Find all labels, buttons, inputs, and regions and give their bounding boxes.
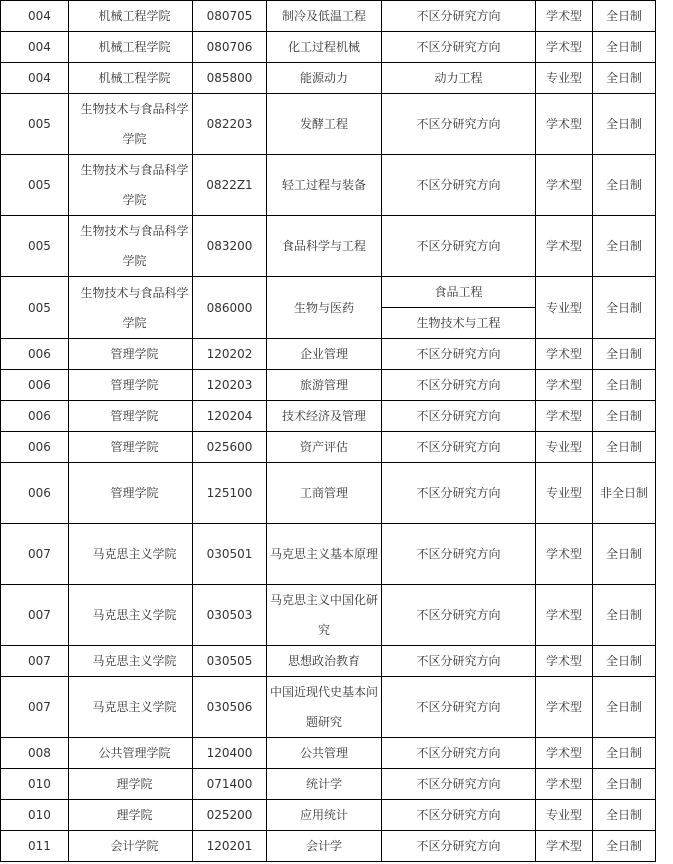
college-code-cell: 004 — [1, 32, 69, 63]
table-row — [1, 769, 656, 800]
college-name-cell: 生物技术与食品科学学院 — [69, 155, 193, 216]
college-code-cell: 006 — [1, 401, 69, 432]
direction-cell: 生物技术与工程 — [382, 308, 536, 339]
major-code-cell: 082203 — [193, 94, 267, 155]
college-name-cell: 机械工程学院 — [69, 32, 193, 63]
degree-type-cell: 学术型 — [536, 646, 593, 677]
table-row — [1, 63, 656, 94]
college-code-cell: 010 — [1, 800, 69, 831]
major-code-cell: 125100 — [193, 463, 267, 524]
degree-type-cell: 学术型 — [536, 677, 593, 738]
college-name-cell: 马克思主义学院 — [69, 585, 193, 646]
degree-type-cell: 学术型 — [536, 524, 593, 585]
table-row — [1, 524, 656, 585]
table-row — [1, 370, 656, 401]
degree-type-cell: 专业型 — [536, 432, 593, 463]
degree-type-cell: 学术型 — [536, 370, 593, 401]
college-name-cell: 理学院 — [69, 769, 193, 800]
degree-type-cell: 学术型 — [536, 585, 593, 646]
college-name-cell: 生物技术与食品科学学院 — [69, 216, 193, 277]
college-name-cell: 生物技术与食品科学学院 — [69, 277, 193, 339]
college-code-cell: 006 — [1, 370, 69, 401]
major-name-cell: 企业管理 — [267, 339, 382, 370]
degree-type-cell: 学术型 — [536, 216, 593, 277]
major-code-cell: 120202 — [193, 339, 267, 370]
direction-cell: 不区分研究方向 — [382, 370, 536, 401]
direction-cell: 不区分研究方向 — [382, 1, 536, 32]
major-name-cell: 马克思主义基本原理 — [267, 524, 382, 585]
major-name-cell: 会计学 — [267, 831, 382, 862]
study-mode-cell: 全日制 — [593, 1, 656, 32]
study-mode-cell: 全日制 — [593, 216, 656, 277]
major-name-cell: 化工过程机械 — [267, 32, 382, 63]
college-name-cell: 马克思主义学院 — [69, 646, 193, 677]
direction-cell: 不区分研究方向 — [382, 524, 536, 585]
college-code-cell: 006 — [1, 463, 69, 524]
major-name-cell: 公共管理 — [267, 738, 382, 769]
major-code-cell: 080706 — [193, 32, 267, 63]
degree-type-cell: 学术型 — [536, 738, 593, 769]
major-name-cell: 资产评估 — [267, 432, 382, 463]
study-mode-cell: 全日制 — [593, 94, 656, 155]
college-name-cell: 生物技术与食品科学学院 — [69, 94, 193, 155]
study-mode-cell: 全日制 — [593, 585, 656, 646]
major-name-cell: 轻工过程与装备 — [267, 155, 382, 216]
college-code-cell: 011 — [1, 831, 69, 862]
college-name-cell: 公共管理学院 — [69, 738, 193, 769]
college-code-cell: 004 — [1, 1, 69, 32]
major-code-cell: 120203 — [193, 370, 267, 401]
major-code-cell: 030501 — [193, 524, 267, 585]
major-code-cell: 120400 — [193, 738, 267, 769]
degree-type-cell: 学术型 — [536, 32, 593, 63]
major-code-cell: 080705 — [193, 1, 267, 32]
study-mode-cell: 全日制 — [593, 432, 656, 463]
table-row — [1, 646, 656, 677]
direction-cell: 不区分研究方向 — [382, 401, 536, 432]
major-name-cell: 马克思主义中国化研究 — [267, 585, 382, 646]
major-name-cell: 统计学 — [267, 769, 382, 800]
direction-cell: 不区分研究方向 — [382, 463, 536, 524]
table-row — [1, 831, 656, 862]
college-code-cell: 007 — [1, 677, 69, 738]
college-name-cell: 马克思主义学院 — [69, 524, 193, 585]
table-row — [1, 94, 656, 155]
table-row — [1, 277, 656, 308]
direction-cell: 不区分研究方向 — [382, 646, 536, 677]
major-name-cell: 工商管理 — [267, 463, 382, 524]
major-name-cell: 旅游管理 — [267, 370, 382, 401]
degree-type-cell: 专业型 — [536, 277, 593, 339]
college-name-cell: 管理学院 — [69, 401, 193, 432]
college-name-cell: 机械工程学院 — [69, 63, 193, 94]
major-code-cell: 086000 — [193, 277, 267, 339]
study-mode-cell: 全日制 — [593, 277, 656, 339]
direction-cell: 不区分研究方向 — [382, 831, 536, 862]
major-name-cell: 制冷及低温工程 — [267, 1, 382, 32]
major-code-cell: 030505 — [193, 646, 267, 677]
direction-cell: 不区分研究方向 — [382, 155, 536, 216]
study-mode-cell: 全日制 — [593, 831, 656, 862]
college-code-cell: 007 — [1, 585, 69, 646]
college-code-cell: 005 — [1, 94, 69, 155]
major-name-cell: 应用统计 — [267, 800, 382, 831]
direction-cell: 食品工程 — [382, 277, 536, 308]
degree-type-cell: 学术型 — [536, 155, 593, 216]
college-name-cell: 机械工程学院 — [69, 1, 193, 32]
major-name-cell: 发酵工程 — [267, 94, 382, 155]
direction-cell: 不区分研究方向 — [382, 94, 536, 155]
table-row — [1, 585, 656, 646]
college-code-cell: 010 — [1, 769, 69, 800]
degree-type-cell: 专业型 — [536, 63, 593, 94]
college-code-cell: 006 — [1, 432, 69, 463]
college-name-cell: 管理学院 — [69, 463, 193, 524]
table-row — [1, 463, 656, 524]
college-name-cell: 管理学院 — [69, 370, 193, 401]
study-mode-cell: 全日制 — [593, 646, 656, 677]
major-code-cell: 071400 — [193, 769, 267, 800]
college-code-cell: 005 — [1, 277, 69, 339]
study-mode-cell: 全日制 — [593, 32, 656, 63]
major-name-cell: 中国近现代史基本问题研究 — [267, 677, 382, 738]
table-row — [1, 339, 656, 370]
table-row — [1, 677, 656, 738]
direction-cell: 不区分研究方向 — [382, 677, 536, 738]
study-mode-cell: 全日制 — [593, 370, 656, 401]
major-code-cell: 025200 — [193, 800, 267, 831]
study-mode-cell: 非全日制 — [593, 463, 656, 524]
table-row — [1, 32, 656, 63]
table-row — [1, 738, 656, 769]
study-mode-cell: 全日制 — [593, 401, 656, 432]
study-mode-cell: 全日制 — [593, 738, 656, 769]
direction-cell: 不区分研究方向 — [382, 32, 536, 63]
major-name-cell: 能源动力 — [267, 63, 382, 94]
major-code-cell: 120204 — [193, 401, 267, 432]
table-row — [1, 800, 656, 831]
direction-cell: 不区分研究方向 — [382, 800, 536, 831]
major-code-cell: 083200 — [193, 216, 267, 277]
major-name-cell: 思想政治教育 — [267, 646, 382, 677]
college-code-cell: 005 — [1, 155, 69, 216]
study-mode-cell: 全日制 — [593, 769, 656, 800]
college-name-cell: 管理学院 — [69, 339, 193, 370]
major-name-cell: 生物与医药 — [267, 277, 382, 339]
major-code-cell: 030506 — [193, 677, 267, 738]
direction-cell: 不区分研究方向 — [382, 432, 536, 463]
study-mode-cell: 全日制 — [593, 63, 656, 94]
table-row — [1, 401, 656, 432]
major-code-cell: 030503 — [193, 585, 267, 646]
direction-cell: 不区分研究方向 — [382, 216, 536, 277]
major-code-cell: 025600 — [193, 432, 267, 463]
college-name-cell: 理学院 — [69, 800, 193, 831]
study-mode-cell: 全日制 — [593, 800, 656, 831]
table-row — [1, 216, 656, 277]
degree-type-cell: 学术型 — [536, 769, 593, 800]
study-mode-cell: 全日制 — [593, 155, 656, 216]
degree-type-cell: 学术型 — [536, 94, 593, 155]
degree-type-cell: 学术型 — [536, 1, 593, 32]
major-code-cell: 120201 — [193, 831, 267, 862]
study-mode-cell: 全日制 — [593, 677, 656, 738]
table-row — [1, 432, 656, 463]
major-code-cell: 085800 — [193, 63, 267, 94]
degree-type-cell: 学术型 — [536, 339, 593, 370]
college-name-cell: 会计学院 — [69, 831, 193, 862]
table-row — [1, 1, 656, 32]
major-name-cell: 食品科学与工程 — [267, 216, 382, 277]
direction-cell: 不区分研究方向 — [382, 339, 536, 370]
major-code-cell: 0822Z1 — [193, 155, 267, 216]
degree-type-cell: 学术型 — [536, 831, 593, 862]
college-code-cell: 007 — [1, 646, 69, 677]
college-code-cell: 007 — [1, 524, 69, 585]
college-code-cell: 006 — [1, 339, 69, 370]
direction-cell: 不区分研究方向 — [382, 769, 536, 800]
college-code-cell: 008 — [1, 738, 69, 769]
college-code-cell: 005 — [1, 216, 69, 277]
college-name-cell: 马克思主义学院 — [69, 677, 193, 738]
degree-type-cell: 学术型 — [536, 401, 593, 432]
degree-type-cell: 专业型 — [536, 800, 593, 831]
study-mode-cell: 全日制 — [593, 339, 656, 370]
college-name-cell: 管理学院 — [69, 432, 193, 463]
direction-cell: 动力工程 — [382, 63, 536, 94]
table-row — [1, 155, 656, 216]
study-mode-cell: 全日制 — [593, 524, 656, 585]
major-name-cell: 技术经济及管理 — [267, 401, 382, 432]
direction-cell: 不区分研究方向 — [382, 738, 536, 769]
direction-cell: 不区分研究方向 — [382, 585, 536, 646]
college-code-cell: 004 — [1, 63, 69, 94]
degree-type-cell: 专业型 — [536, 463, 593, 524]
